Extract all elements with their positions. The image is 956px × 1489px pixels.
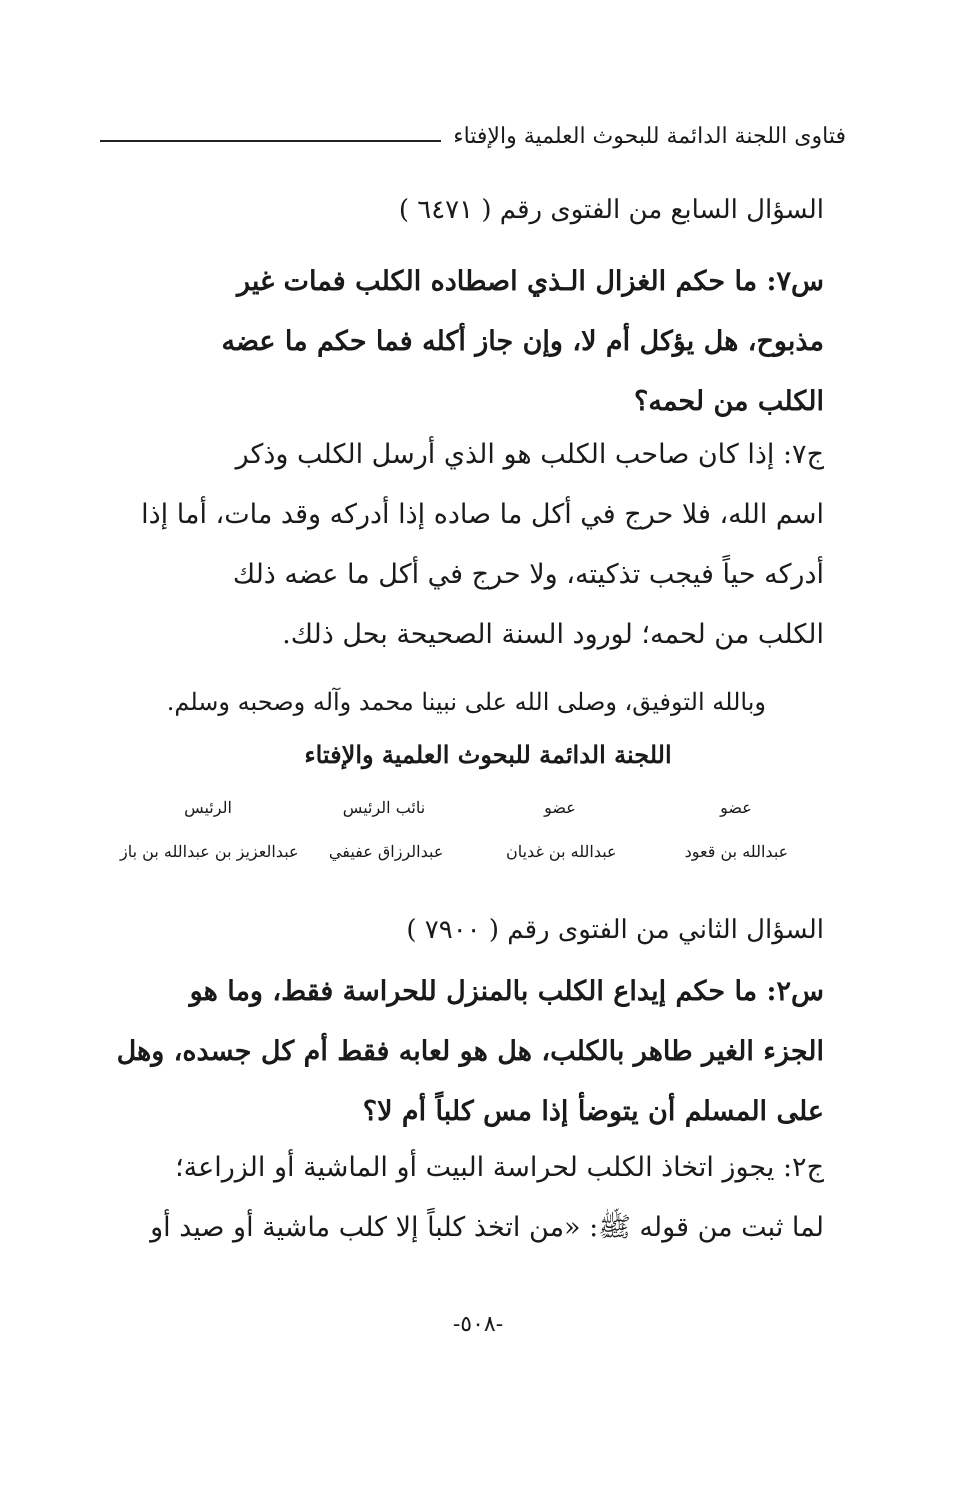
fatwa-2-question-line: على المسلم أن يتوضأ إذا مس كلباً أم لا؟ [362,1096,824,1127]
fatwa-1-answer [105,425,824,665]
fatwa-2-question [110,962,824,1142]
fatwa-1-question-line: مذبوح، هل يؤكل أم لا، وإن جاز أكله فما حكم ما عضه [221,326,824,357]
fatwa-1-answer-line: الكلب من لحمه؛ لورود السنة الصحيحة بحل ذلك. [282,619,824,650]
fatwa-1-answer-line: ج٧: إذا كان صاحب الكلب هو الذي أرسل الكلب وذكر [235,439,824,470]
committee-role: عضو [720,798,752,817]
fatwa-1-closing: وبالله التوفيق، وصلى الله على نبينا محمد وآله وصحبه وسلم. [166,688,766,716]
fatwa-1-closing-block [150,672,766,732]
committee-member-name: عبدالعزيز بن عبدالله بن باز [120,842,299,861]
committee-roles [120,798,824,817]
fatwa-2-question-line: س٢: ما حكم إيداع الكلب بالمنزل للحراسة فقط، وما هو [189,976,824,1007]
committee-title: اللجنة الدائمة للبحوث العلمية والإفتاء [304,740,672,769]
committee-role: الرئيس [184,798,232,817]
running-header [100,118,846,154]
fatwa-1-question [110,252,824,432]
page-number: -٥٠٨- [452,1312,504,1337]
fatwa-2-heading: السؤال الثاني من الفتوى رقم ( ٧٩٠٠ ) [406,915,824,945]
committee-names [120,842,824,861]
fatwa-2-heading-block [108,900,824,960]
committee-member-name: عبدالله بن قعود [684,842,789,861]
fatwa-1-answer-line: أدركه حياً فيجب تذكيته، ولا حرج في أكل ما عضه ذلك [232,559,824,590]
fatwa-2-question-line: الجزء الغير طاهر بالكلب، هل هو لعابه فقط أم كل جسده، وهل [116,1036,824,1067]
fatwa-2-answer-line: ج٢: يجوز اتخاذ الكلب لحراسة البيت أو الماشية أو الزراعة؛ [175,1152,824,1183]
fatwa-1-answer-line: اسم الله، فلا حرج في أكل ما صاده إذا أدركه وقد مات، أما إذا [141,499,824,530]
committee-member-name: عبدالله بن غديان [505,842,617,861]
committee-role: نائب الرئيس [342,798,426,817]
header-rule [100,140,441,142]
fatwa-2-answer [108,1138,824,1258]
fatwa-1-heading-block [108,180,824,240]
fatwa-1-question-line: الكلب من لحمه؟ [634,386,824,417]
header-title: فتاوى اللجنة الدائمة للبحوث العلمية والإفتاء [453,123,846,149]
committee-role: عضو [544,798,576,817]
fatwa-1-question-line: س٧: ما حكم الغزال الـذي اصطاده الكلب فمات غير [236,266,824,297]
fatwa-1-heading: السؤال السابع من الفتوى رقم ( ٦٤٧١ ) [398,195,824,225]
fatwa-2-answer-line: لما ثبت من قوله ﷺ: «من اتخذ كلباً إلا كلب ماشية أو صيد أو [150,1212,824,1243]
committee-member-name: عبدالرزاق عفيفي [328,842,444,861]
